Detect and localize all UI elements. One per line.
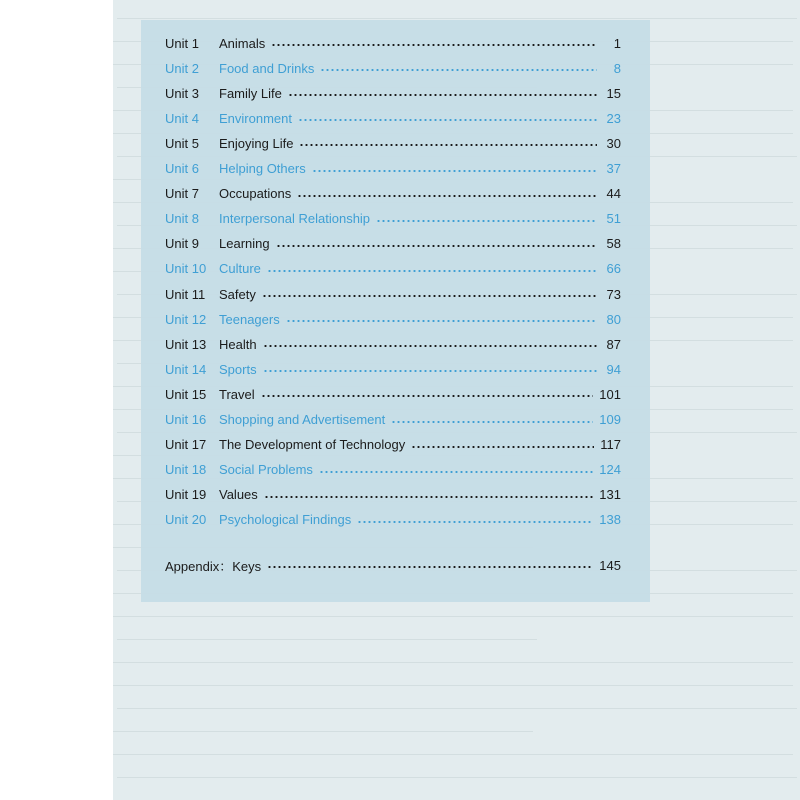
dot-leader (261, 395, 594, 397)
toc-page-number: 66 (606, 261, 621, 277)
toc-page-number: 94 (606, 361, 621, 377)
toc-page-number: 8 (613, 60, 621, 76)
dot-leader (411, 446, 594, 448)
toc-entry-title: Animals (219, 35, 266, 51)
toc-page-number: 138 (599, 512, 621, 528)
dot-leader (319, 471, 593, 473)
dot-leader (267, 566, 593, 568)
toc-unit-label: Unit 15 (165, 386, 207, 402)
toc-entry (165, 183, 621, 205)
dot-leader (263, 345, 597, 347)
toc-entry (165, 308, 621, 330)
toc-unit-label: Unit 4 (165, 110, 199, 126)
toc-entry-title: Learning (219, 236, 270, 252)
dot-leader (267, 270, 597, 272)
toc-entry-title: Enjoying Life (219, 135, 294, 151)
toc-unit-label: Unit 9 (165, 236, 199, 252)
dot-leader (391, 421, 593, 423)
toc-entry-title: Safety (219, 286, 256, 302)
toc-page-number: 23 (606, 110, 621, 126)
toc-entry-title: Health (219, 336, 257, 352)
dot-leader (299, 144, 597, 146)
toc-page-number: 131 (599, 487, 621, 503)
toc-entry-title: Values (219, 487, 258, 503)
toc-entry (165, 409, 621, 431)
toc-page-number: 124 (599, 462, 621, 478)
toc-entry (165, 358, 621, 380)
toc-entry (165, 509, 621, 531)
toc-unit-label: Unit 20 (165, 512, 207, 528)
toc-entry-title: Social Problems (219, 462, 313, 478)
toc-page-number: 51 (606, 211, 621, 227)
toc-unit-label: Unit 3 (165, 85, 199, 101)
toc-appendix-entry (165, 554, 621, 576)
toc-page-number: 109 (599, 412, 621, 427)
toc-unit-label: Unit 2 (165, 60, 199, 76)
toc-unit-label: Unit 19 (165, 487, 207, 503)
toc-entry (165, 57, 621, 79)
dot-leader (298, 119, 597, 121)
toc-page-number: 58 (606, 236, 621, 252)
dot-leader (262, 295, 597, 297)
dot-leader (376, 220, 597, 222)
toc-unit-label: Unit 14 (165, 361, 207, 377)
dot-leader (263, 370, 597, 372)
toc-page-number: 117 (600, 437, 621, 453)
toc-page-number: 1 (613, 35, 621, 51)
toc-entry-title: Helping Others (219, 161, 306, 176)
toc-unit-label: Unit 1 (165, 35, 199, 51)
toc-entry (165, 158, 621, 180)
toc-entry (165, 484, 621, 506)
dot-leader (312, 170, 597, 172)
toc-entry-title: The Development of Technology (219, 437, 406, 453)
toc-entry-title: Interpersonal Relationship (219, 211, 371, 227)
toc-entry-title: Teenagers (219, 311, 280, 327)
toc-unit-label: Unit 17 (165, 437, 207, 453)
toc-unit-label: Unit 12 (165, 311, 207, 327)
toc-entry (165, 333, 621, 355)
appendix-title: Appendix：Keys (165, 558, 262, 574)
toc-entry (165, 233, 621, 255)
toc-unit-label: Unit 10 (165, 261, 207, 277)
dot-leader (286, 320, 597, 322)
toc-entry-title: Occupations (219, 186, 292, 202)
toc-unit-label: Unit 8 (165, 211, 199, 227)
toc-page-number: 30 (606, 135, 621, 151)
toc-entry-title: Environment (219, 110, 292, 126)
toc-page-number: 80 (606, 311, 621, 327)
toc-entry (165, 258, 621, 280)
toc-entry (165, 208, 621, 230)
toc-unit-label: Unit 11 (165, 286, 206, 302)
toc-entry (165, 434, 621, 456)
toc-unit-label: Unit 13 (165, 336, 207, 352)
toc-entry-title: Shopping and Advertisement (219, 412, 386, 427)
toc-entry-title: Culture (219, 261, 261, 277)
toc-entry (165, 32, 621, 54)
toc-entry (165, 107, 621, 129)
toc-entry (165, 283, 621, 305)
toc-unit-label: Unit 18 (165, 462, 207, 478)
toc-entry (165, 459, 621, 481)
dot-leader (264, 496, 594, 498)
toc-unit-label: Unit 7 (165, 186, 199, 202)
appendix-page-number: 145 (599, 557, 621, 573)
dot-leader (288, 94, 597, 96)
toc-page-number: 15 (606, 85, 621, 101)
toc-entry (165, 82, 621, 104)
toc-unit-label: Unit 16 (165, 412, 207, 427)
toc-entry-title: Travel (219, 386, 255, 402)
toc-page-number: 73 (606, 286, 621, 302)
toc-unit-label: Unit 6 (165, 161, 199, 176)
toc-entry (165, 132, 621, 154)
dot-leader (357, 521, 593, 523)
toc-page-number: 44 (606, 186, 621, 202)
dot-leader (271, 44, 597, 46)
dot-leader (297, 195, 597, 197)
toc-entry (165, 383, 621, 405)
toc-entry-title: Sports (219, 361, 257, 377)
toc-page-number: 37 (606, 161, 621, 176)
toc-entry-title: Family Life (219, 85, 282, 101)
toc-unit-label: Unit 5 (165, 135, 199, 151)
toc-entry-title: Psychological Findings (219, 512, 352, 528)
toc-entry-title: Food and Drinks (219, 60, 315, 76)
dot-leader (320, 69, 597, 71)
toc-page-number: 87 (606, 336, 621, 352)
toc-page-number: 101 (599, 386, 621, 402)
dot-leader (276, 245, 597, 247)
